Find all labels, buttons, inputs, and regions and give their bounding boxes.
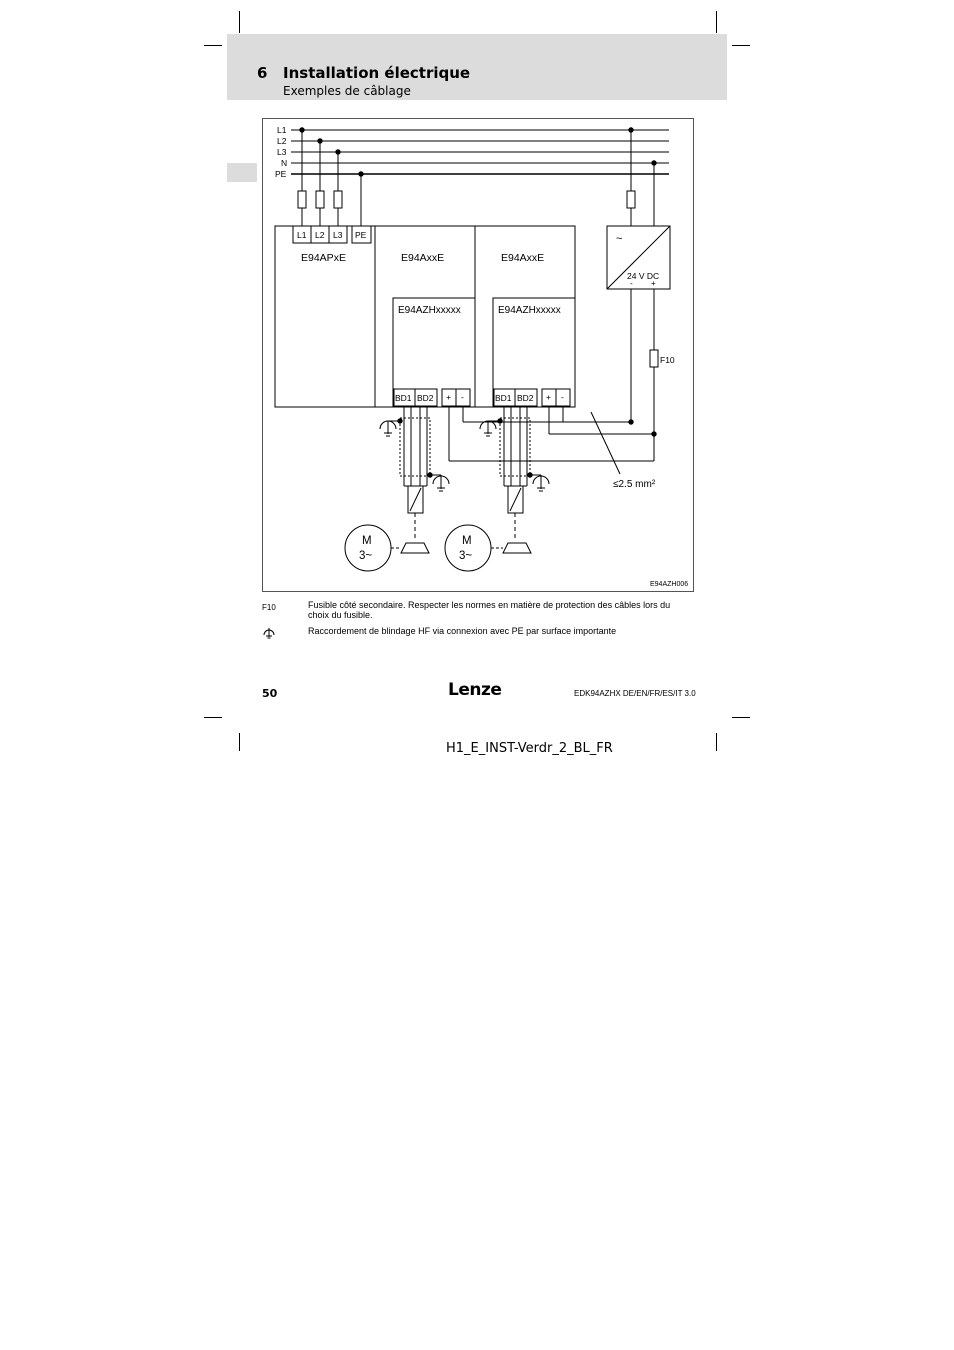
brake-module-1-label: E94AZHxxxxx [398, 305, 461, 316]
motor-1 [345, 525, 429, 571]
terminal-bd2: BD2 [517, 393, 534, 403]
shield-pe-icon [380, 421, 396, 436]
terminal-plus: + [546, 392, 551, 402]
brake-module-2-label: E94AZHxxxxx [498, 305, 561, 316]
crop-mark [716, 733, 717, 751]
side-tab [227, 163, 257, 182]
bus-label-l3: L3 [277, 147, 287, 157]
terminal-bd2: BD2 [417, 393, 434, 403]
axis-module-1-label: E94AxxE [401, 252, 445, 264]
crop-mark [716, 11, 717, 33]
cable-spec-label: ≤2.5 mm² [613, 479, 656, 490]
terminal-plus: + [446, 392, 451, 402]
wiring-diagram [262, 118, 694, 592]
job-name: H1_E_INST-Verdr_2_BL_FR [446, 741, 613, 756]
legend-key-f10: F10 [262, 603, 276, 612]
crop-mark [204, 45, 222, 46]
terminal-l2: L2 [315, 230, 325, 240]
terminal-l1: L1 [297, 230, 307, 240]
terminal-bd1: BD1 [395, 393, 412, 403]
supply-taps [298, 130, 361, 226]
motor-2 [445, 525, 531, 571]
bus-label-n: N [281, 158, 288, 168]
supply-module-label: E94APxE [301, 252, 346, 264]
shield-pe-icon [262, 627, 276, 639]
crop-mark [239, 11, 240, 33]
document-reference: EDK94AZHX DE/EN/FR/ES/IT 3.0 [574, 689, 696, 698]
crop-mark [732, 717, 750, 718]
fuse-f10-label: F10 [660, 355, 675, 365]
psu-ac-symbol: ~ [616, 233, 623, 245]
terminal-minus: - [461, 392, 464, 402]
shield-pe-icon [533, 475, 549, 491]
bus-label-l1: L1 [277, 125, 287, 135]
psu-plus: + [651, 279, 656, 288]
psu-output-label: 24 V DC [627, 271, 660, 281]
legend-text-shield: Raccordement de blindage HF via connexion avec PE par surface importante [308, 626, 617, 636]
motor-1-label: M [362, 535, 372, 547]
page-number: 50 [262, 687, 278, 700]
crop-mark [732, 45, 750, 46]
chapter-title: Installation électrique [283, 64, 471, 82]
crop-mark [204, 717, 222, 718]
shield-pe-icon [433, 475, 449, 491]
bus-lines [291, 130, 669, 174]
motor-2-phase: 3~ [459, 550, 473, 562]
chapter-number: 6 [257, 64, 268, 82]
psu-minus: - [630, 279, 633, 288]
axis-module-2-label: E94AxxE [501, 252, 545, 264]
terminal-minus: - [561, 392, 564, 402]
motor-1-phase: 3~ [359, 550, 373, 562]
shield-pe-icon [480, 421, 496, 436]
terminal-l3: L3 [333, 230, 343, 240]
legend-text-f10: Fusible côté secondaire. Respecter les normes en matière de protection des câbles lors du choix du fusible. [308, 600, 671, 620]
figure-id: E94AZH006 [650, 581, 689, 588]
crop-mark [239, 733, 240, 751]
fuse-f10 [650, 350, 658, 367]
terminal-bd1: BD1 [495, 393, 512, 403]
bus-label-l2: L2 [277, 136, 287, 146]
motor-2-label: M [462, 535, 472, 547]
bus-label-pe: PE [275, 169, 287, 179]
section-subtitle: Exemples de câblage [283, 84, 411, 98]
terminal-pe: PE [355, 230, 367, 240]
brand-logo: Lenze [448, 680, 502, 700]
